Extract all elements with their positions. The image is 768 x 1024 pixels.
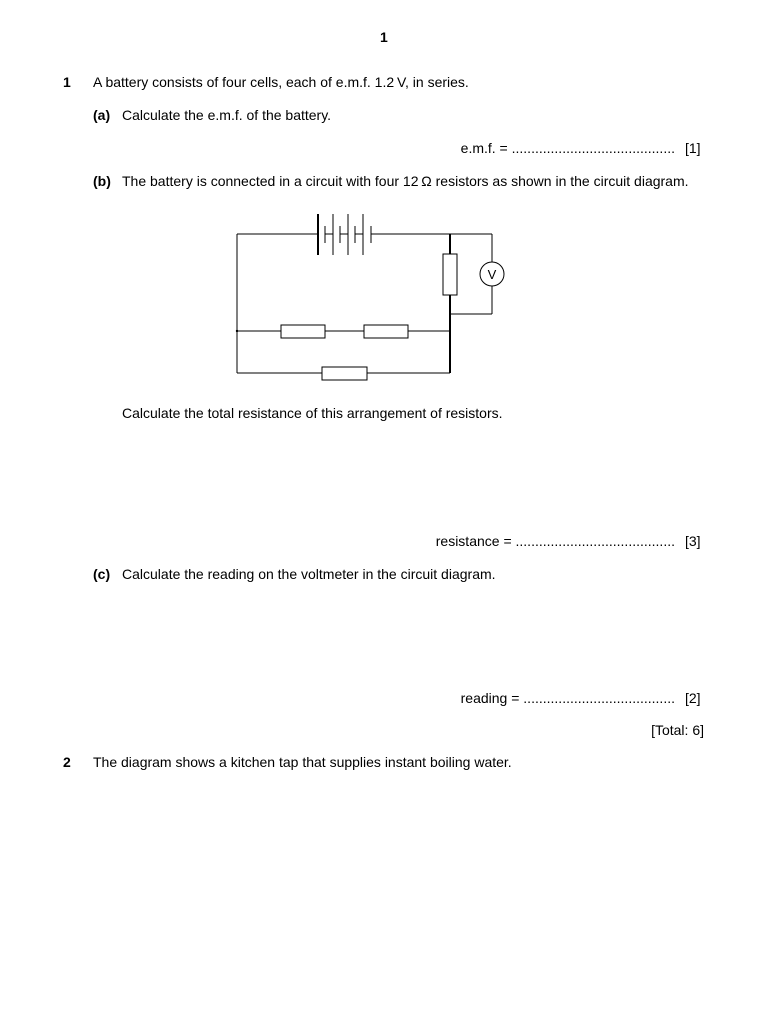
- question-1-stem: A battery consists of four cells, each of e.m.f. 1.2 V, in series.: [93, 74, 469, 90]
- reading-answer-dots: .......................................: [523, 690, 675, 706]
- part-c-label: (c): [93, 566, 111, 582]
- voltmeter-label: V: [487, 267, 497, 282]
- part-a-text: Calculate the e.m.f. of the battery.: [122, 107, 332, 123]
- question-1-number: 1: [63, 74, 71, 90]
- resistance-answer-label: resistance =: [435, 533, 516, 549]
- part-c-marks: [2]: [685, 690, 701, 706]
- battery-symbol: [318, 214, 371, 255]
- part-a-marks: [1]: [685, 140, 701, 156]
- emf-answer-dots: ..........................................: [511, 140, 675, 156]
- part-b-instruction: Calculate the total resistance of this arrangement of resistors.: [122, 405, 503, 421]
- page-number: 1: [380, 29, 388, 45]
- question-2-number: 2: [63, 754, 71, 770]
- reading-answer-label: reading =: [460, 690, 524, 706]
- resistor-vertical: [443, 254, 457, 295]
- resistor-middle-left: [281, 325, 325, 338]
- part-c-answer-line: [461, 690, 675, 706]
- emf-answer-label: e.m.f. =: [460, 140, 512, 156]
- resistance-answer-dots: .........................................: [515, 533, 675, 549]
- part-c-text: Calculate the reading on the voltmeter in the circuit diagram.: [122, 566, 496, 582]
- question-2-stem: The diagram shows a kitchen tap that supplies instant boiling water.: [93, 754, 512, 770]
- junction-left: [236, 330, 238, 332]
- part-b-label: (b): [93, 173, 111, 189]
- part-b-marks: [3]: [685, 533, 701, 549]
- part-a-label: (a): [93, 107, 111, 123]
- question-1-total: [Total: 6]: [651, 722, 704, 738]
- part-b-answer-line: [436, 533, 675, 549]
- resistor-bottom: [322, 367, 367, 380]
- resistor-middle-right: [364, 325, 408, 338]
- part-b-text: The battery is connected in a circuit with four 12 Ω resistors as shown in the circuit diagram.: [122, 173, 689, 189]
